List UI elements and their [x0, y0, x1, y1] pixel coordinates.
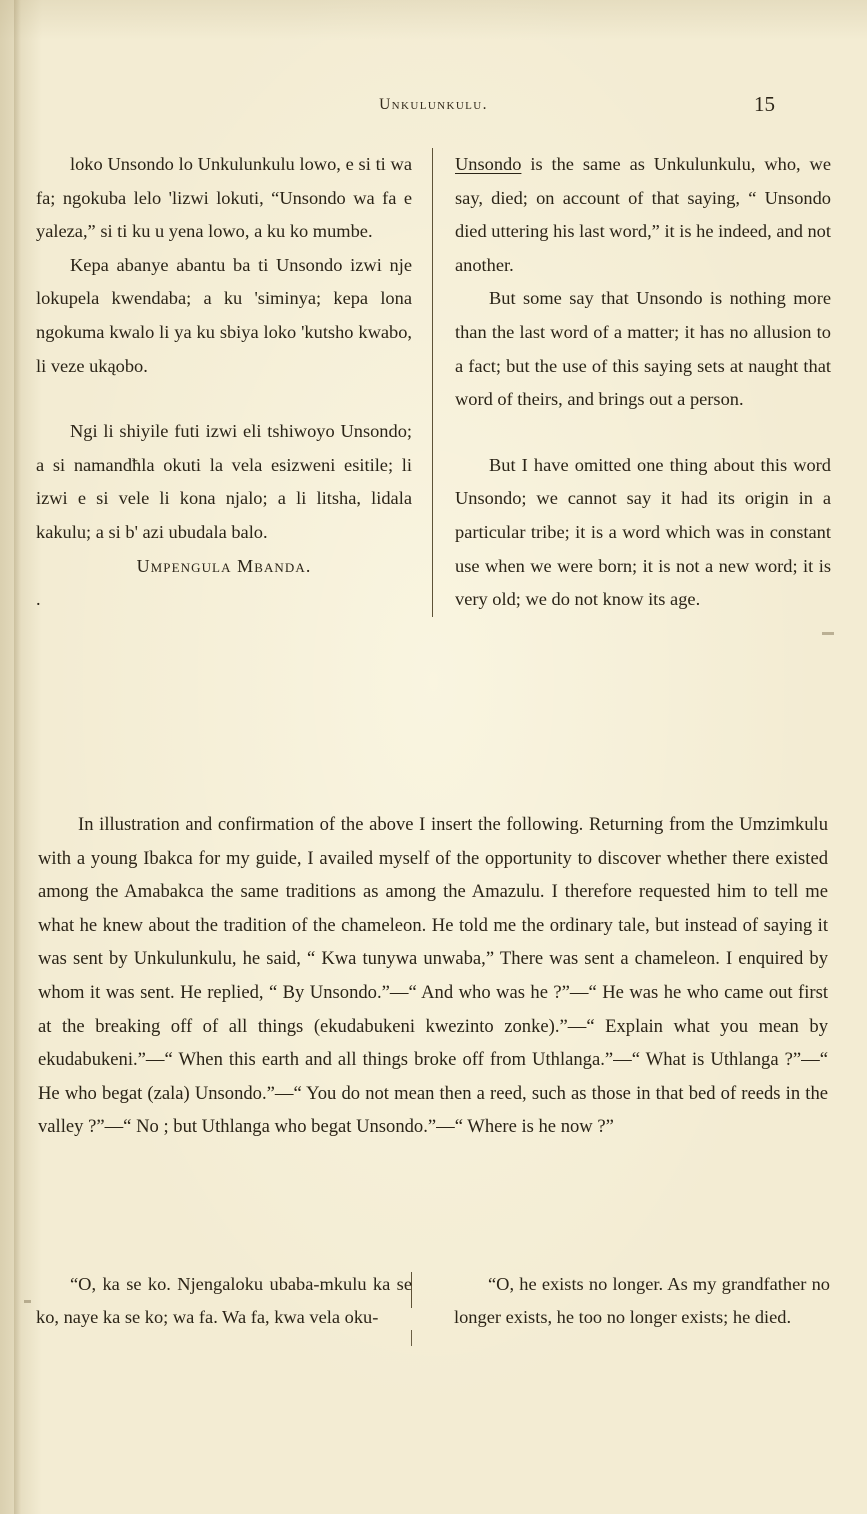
paragraph: Kepa abanye abantu ba ti Unsondo izwi nje lokupela kwendaba; a ku 'siminya; kepa lona ngokuma kwalo li ya ku sbiya loko 'kutsho kwabo, li veze ukąobo.: [36, 254, 412, 376]
running-head: [0, 92, 867, 118]
column-english-text: [432, 148, 831, 617]
paragraph: Ngi li shiyile futi izwi eli tshiwoyo Unsondo; a si namandħla okuti la vela esizweni esitile; li izwi e si vele li kona njalo; a li litsha, lidala kakulu; a si b' azi ubudala balo.: [36, 421, 412, 542]
column-zulu-text-bottom: [36, 1268, 432, 1335]
two-column-block-top: [36, 148, 831, 617]
column-english-text-bottom: [432, 1268, 830, 1335]
paragraph: [455, 148, 831, 282]
underlined-word: Unsondo: [455, 154, 522, 174]
paragraph: But I have omitted one thing about this word Unsondo; we cannot say it had its origin in a particular tribe; it is a word which was in constant use when we were born; it is not a new word; it is very old; we do not know its age.: [455, 454, 831, 610]
paragraph: In illustration and confirmation of the above I insert the following. Returning from the Umzimkulu with a young Ibakca for my guide, I availed myself of the opportunity to discover whether there existed among the Amabakca the same traditions as among the Amazulu. I therefore requested him to tell me what he knew about the tradition of the chameleon. He told me the ordinary tale, but instead of saying it was sent by Unkulunkulu, he said, “ Kwa tunywa unwaba,” There was sent a chameleon. I enquired by whom it was sent. He replied, “ By Unsondo.”—“ And who was he ?”—“ He was he who came out first at the breaking off of all things (ekudabukeni kwezinto zonke).”—“ Explain what you mean by ekudabukeni.”—“ When this earth and all things broke off from Uthlanga.”—“ What is Uthlanga ?”—“ He who begat (zala) Unsondo.”—“ You do not mean then a reed, such as those in that bed of reeds in the valley ?”—“ No ; but Uthlanga who begat Unsondo.”—“ Where is he now ?”: [38, 814, 828, 1138]
paper-speck: [24, 1300, 31, 1303]
paragraph: “O, he exists no longer. As my grandfather no longer exists, he too no longer exists; he died.: [454, 1274, 830, 1328]
author-signature: Umpengula Mbanda.: [136, 555, 312, 576]
two-column-block-bottom: [36, 1268, 831, 1335]
paragraph: But some say that Unsondo is nothing more than the last word of a matter; it has no allusion to a fact; but the use of this saying sets at naught that word of theirs, and brings out a person.: [455, 288, 831, 410]
paragraph-text: Unsondo is the same as Unkulunkulu, who, we say, died; on account of that saying, “ Unsondo died uttering his last word,” it is he indeed, and not another.: [455, 154, 831, 275]
full-width-commentary: [38, 808, 828, 1144]
signature-period: .: [36, 589, 41, 610]
running-head-title: Unkulunkulu.: [379, 96, 488, 113]
paragraph: “O, ka se ko. Njengaloku ubaba-mkulu ka se ko, naye ka se ko; wa fa. Wa fa, kwa vela oku-: [36, 1274, 412, 1328]
page-number: 15: [754, 92, 775, 116]
paper-speck: [822, 632, 834, 635]
column-zulu-text: [36, 148, 432, 617]
paragraph: loko Unsondo lo Unkulunkulu lowo, e si ti wa fa; ngokuba lelo 'lizwi lokuti, “Unsondo wa fa e yaleza,” si ti ku u yena lowo, a ku ko mumbe.: [36, 154, 412, 242]
